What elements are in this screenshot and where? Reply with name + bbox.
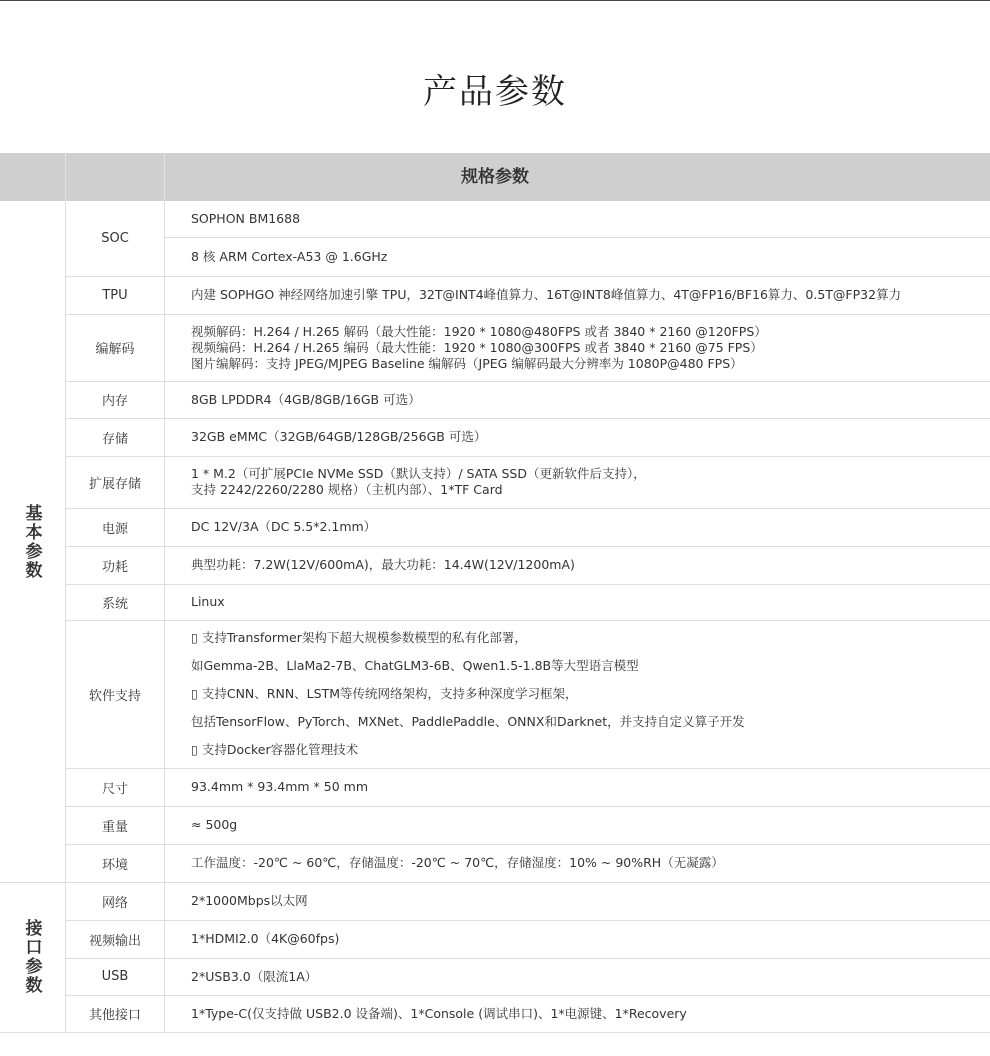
param-label-video-out: 视频输出 [88,933,141,949]
value-line: 如Gemma-2B、LlaMa2-7B、ChatGLM3-6B、Qwen1.5-1.8B等大型语言模型 [191,658,639,673]
value-line: Linux [191,594,225,609]
value-memory [191,381,981,418]
value-network [191,882,981,920]
param-label-other-io: 其他接口 [88,1008,141,1023]
value-line: 典型功耗：7.2W(12V/600mA)，最大功耗：14.4W(12V/1200mA) [191,557,575,572]
param-label-power: 电源 [101,521,128,537]
header-blank-2 [66,153,165,201]
value-line: 支持 2242/2260/2280 规格）（主机内部）、1*TF Card [191,482,503,497]
param-label-environment: 环境 [101,857,128,873]
value-soc-cpu [191,237,981,276]
value-tpu [191,276,981,314]
param-label-codec: 编解码 [95,342,135,357]
value-line: 1*Type-C(仅支持做 USB2.0 设备端)、1*Console (调试串口)、1*电源键、1*Recovery [191,1005,687,1021]
group-label-interface: 接口参数 [21,919,42,995]
group-label-basic: 基本参数 [21,503,42,580]
value-environment [191,844,981,882]
param-label-consumption: 功耗 [101,559,128,575]
param-label-usb: USB [101,969,129,984]
param-label-soc: SOC [101,231,129,246]
value-line: 1 * M.2（可扩展PCIe NVMe SSD（默认支持）/ SATA SSD（更新软件后支持）， [191,466,646,481]
value-system [191,584,981,620]
value-line: DC 12V/3A（DC 5.5*2.1mm） [191,519,377,534]
value-line: 包括TensorFlow、PyTorch、MXNet、PaddlePaddle、ONNX和Darknet，并支持自定义算子开发 [191,714,745,729]
value-line: 2*USB3.0（限流1A） [191,968,318,984]
value-line: 视频编码：H.264 / H.265 编码（最大性能：1920 * 1080@300FPS 或者 3840 * 2160 @75 FPS） [191,339,763,355]
value-line: SOPHON BM1688 [191,211,301,226]
divider [0,1032,990,1033]
table-header [0,153,990,201]
value-size [191,768,981,806]
param-label-storage: 存储 [101,431,128,447]
param-label-software: 软件支持 [88,688,141,704]
header-blank-1 [0,153,66,201]
top-rule [0,0,990,1]
param-label-weight: 重量 [101,819,128,835]
param-label-memory: 内存 [101,394,128,409]
value-line: 内建 SOPHGO 神经网络加速引擎 TPU，32T@INT4峰值算力、16T@INT8峰值算力、4T@FP16/BF16算力、0.5T@FP32算力 [191,287,902,302]
value-line: ▯ 支持Transformer架构下超大规模参数模型的私有化部署， [191,630,527,645]
param-label-system: 系统 [101,596,128,612]
value-line: 1*HDMI2.0（4K@60fps) [191,931,340,946]
value-software [191,620,981,768]
value-line: 93.4mm * 93.4mm * 50 mm [191,779,368,794]
value-line: ▯ 支持Docker容器化管理技术 [191,742,359,757]
value-line: 8 核 ARM Cortex-A53 @ 1.6GHz [191,248,388,264]
value-codec [191,314,981,381]
value-line: 视频解码：H.264 / H.265 解码（最大性能：1920 * 1080@480FPS 或者 3840 * 2160 @120FPS） [191,323,767,339]
value-power [191,508,981,546]
value-storage [191,418,981,456]
param-label-size: 尺寸 [101,781,128,797]
value-other-io [191,995,981,1032]
param-label-ext-storage: 扩展存储 [88,476,141,492]
value-weight [191,806,981,844]
value-line: 8GB LPDDR4（4GB/8GB/16GB 可选） [191,391,421,407]
value-line: 工作温度：-20℃ ~ 60℃，存储温度：-20℃ ~ 70℃，存储湿度：10% ~ 90%RH（无凝露） [191,855,724,870]
param-label-tpu: TPU [102,287,128,303]
value-line: 32GB eMMC（32GB/64GB/128GB/256GB 可选） [191,429,487,444]
value-line: ▯ 支持CNN、RNN、LSTM等传统网络架构，支持多种深度学习框架， [191,686,578,701]
page-title: 产品参数 [423,72,567,112]
value-soc-chip [191,201,981,237]
value-video-out [191,920,981,958]
param-label-network: 网络 [101,895,128,911]
value-ext-storage [191,456,981,508]
value-line: ≈ 500g [191,817,238,832]
header-label: 规格参数 [461,167,529,187]
value-line: 2*1000Mbps以太网 [191,893,308,908]
value-line: 图片编解码：支持 JPEG/MJPEG Baseline 编解码（JPEG 编解码最大分辨率为 1080P@480 FPS） [191,355,743,371]
value-consumption [191,546,981,584]
value-usb [191,958,981,995]
